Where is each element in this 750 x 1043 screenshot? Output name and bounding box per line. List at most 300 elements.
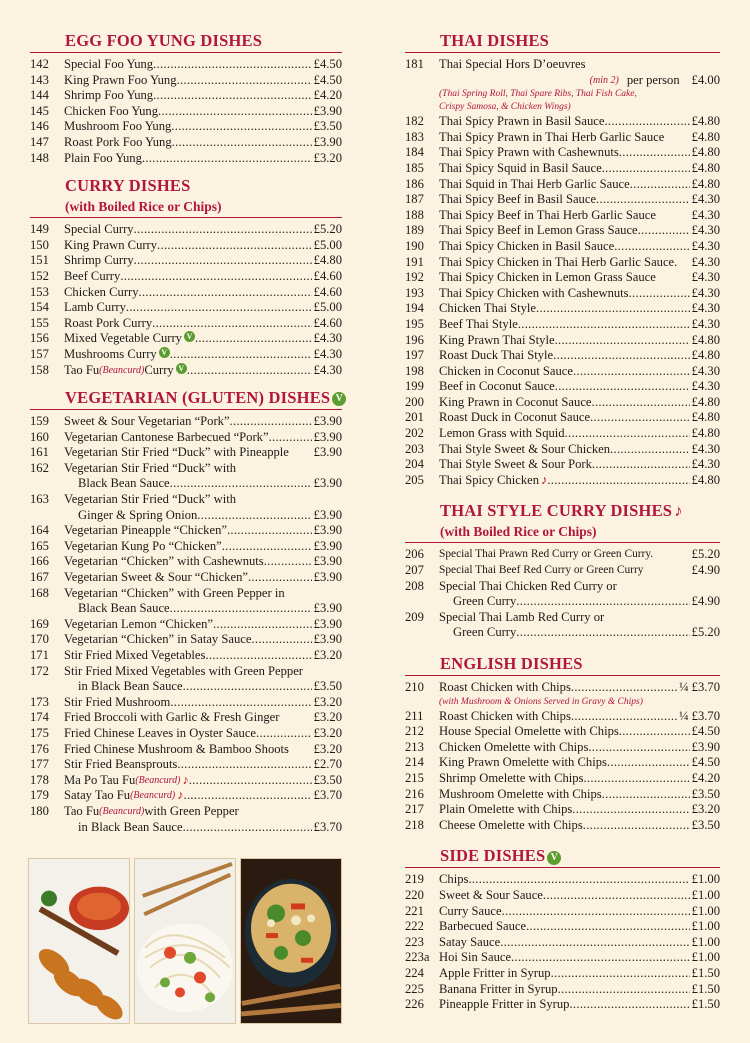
item-price: £4.80 — [691, 160, 720, 175]
item-name-text: Vegetarian “Chicken” with Cashewnuts — [64, 554, 264, 569]
item-price: £1.00 — [691, 919, 720, 934]
item-name-text: Roast Duck Thai Style — [439, 348, 554, 363]
menu-item — [405, 473, 720, 489]
menu-item — [30, 414, 342, 430]
item-number: 222 — [405, 919, 424, 934]
item-number: 145 — [30, 103, 49, 118]
item-price: £1.00 — [691, 950, 720, 965]
item-name-text: Chicken Curry — [64, 284, 139, 299]
item-number: 175 — [30, 725, 49, 740]
menu-item — [30, 269, 342, 285]
item-name-text: Thai Spicy Chicken — [439, 472, 540, 487]
spacer — [617, 579, 720, 595]
menu-item — [30, 73, 342, 89]
spacer — [643, 563, 689, 579]
menu-item-continued — [30, 820, 342, 836]
chili-icon: ♪ — [674, 501, 683, 521]
item-number: 168 — [30, 585, 49, 600]
leader-dots — [256, 726, 312, 742]
item-price: £3.90 — [313, 507, 342, 522]
item-name — [439, 364, 690, 380]
item-name — [64, 238, 312, 254]
item-number: 186 — [405, 176, 424, 191]
menu-item — [405, 317, 720, 333]
menu-item — [30, 316, 342, 332]
menu-item — [405, 114, 720, 130]
chili-icon: ♪ — [177, 788, 184, 803]
item-name — [64, 222, 312, 238]
item-number: 216 — [405, 786, 424, 801]
menu-item — [30, 119, 342, 135]
menu-item — [405, 364, 720, 380]
leader-dots — [177, 73, 312, 89]
item-price: £3.90 — [313, 476, 342, 491]
menu-item — [30, 300, 342, 316]
item-name-text: Ma Po Tau Fu — [64, 772, 136, 787]
item-price: £3.70 — [313, 819, 342, 834]
item-number: 203 — [405, 441, 424, 456]
section-title — [30, 387, 342, 410]
menu-item-continued — [405, 625, 720, 641]
section-subtitle: (with Boiled Rice or Chips) — [30, 197, 342, 218]
item-price: £3.20 — [313, 725, 342, 740]
item-note: (Beancurd) — [99, 805, 145, 817]
menu-item — [30, 586, 342, 602]
item-number: 217 — [405, 802, 424, 817]
item-price: £1.00 — [691, 903, 720, 918]
item-name-text: Stir Fried Mixed Vegetables with Green Pepper — [64, 663, 303, 678]
item-number: 170 — [30, 632, 49, 647]
menu-item — [405, 919, 720, 935]
item-name-text: Thai Spicy Beef in Basil Sauce — [439, 192, 597, 207]
item-name — [64, 508, 312, 524]
item-number: 187 — [405, 192, 424, 207]
item-name — [439, 872, 690, 888]
item-name-text: King Prawn Omelette with Chips — [439, 755, 607, 770]
item-number: 223a — [405, 950, 430, 965]
item-number: 155 — [30, 315, 49, 330]
item-price: £4.30 — [691, 223, 720, 238]
item-name — [439, 161, 690, 177]
leader-dots — [264, 554, 312, 570]
item-number: 165 — [30, 538, 49, 553]
item-number: 160 — [30, 429, 49, 444]
item-name — [64, 820, 312, 836]
spacer — [586, 57, 718, 73]
item-name-text: Stir Fried Mushroom — [64, 694, 171, 709]
section-title — [405, 500, 720, 522]
item-number: 173 — [30, 694, 49, 709]
item-name — [439, 997, 690, 1013]
leader-dots — [571, 709, 677, 725]
spacer — [656, 270, 690, 286]
item-number: 191 — [405, 254, 424, 269]
item-name-text: Green Curry — [453, 625, 517, 640]
menu-item — [405, 950, 720, 966]
item-name-text: Sweet & Sour Vegetarian “Pork” — [64, 414, 230, 429]
item-name — [64, 788, 312, 804]
menu-item — [30, 222, 342, 238]
item-price: £4.80 — [691, 472, 720, 487]
item-name — [439, 223, 690, 239]
leader-dots — [602, 787, 690, 803]
photo-stir-fry — [240, 858, 342, 1024]
item-name-text: Tao Fu — [64, 803, 100, 818]
spacer — [279, 710, 311, 726]
menu-item — [405, 192, 720, 208]
item-name-text: Banana Fritter in Syrup — [439, 981, 558, 996]
item-price: £5.20 — [313, 222, 342, 237]
item-number: 182 — [405, 114, 424, 129]
item-name — [439, 426, 690, 442]
item-number: 174 — [30, 710, 49, 725]
item-name-text: Mushroom Omelette with Chips — [439, 786, 602, 801]
item-number: 206 — [405, 547, 424, 562]
item-name — [439, 755, 690, 771]
menu-item — [30, 554, 342, 570]
item-number: 225 — [405, 981, 424, 996]
item-name-text: Thai Spicy Chicken in Thai Herb Garlic Sauce. — [439, 254, 678, 269]
item-price: £3.90 — [313, 538, 342, 553]
menu-item — [405, 982, 720, 998]
item-name-text: Thai Spicy Prawn in Basil Sauce — [439, 114, 605, 129]
section-title — [405, 653, 720, 676]
item-name-text: Special Thai Beef Red Curry or Green Curry — [439, 564, 644, 577]
item-name-text: Vegetarian Sweet & Sour “Chicken” — [64, 570, 248, 585]
item-price: £4.80 — [691, 114, 720, 129]
item-name — [439, 888, 690, 904]
item-price: £4.30 — [691, 441, 720, 456]
item-name-text: King Prawn in Coconut Sauce — [439, 394, 592, 409]
menu-item — [30, 570, 342, 586]
spacer — [303, 664, 342, 680]
leader-dots — [248, 570, 312, 586]
item-name-text: Roast Pork Foo Yung — [64, 134, 172, 149]
leader-dots — [227, 523, 312, 539]
section-title — [30, 175, 342, 197]
item-name-text: Vegetarian “Chicken” with Green Pepper in — [64, 585, 285, 600]
leader-dots — [511, 950, 690, 966]
leader-dots — [604, 114, 689, 130]
item-name-text: Thai Spicy Chicken in Lemon Grass Sauce — [439, 270, 656, 285]
item-number: 149 — [30, 222, 49, 237]
item-price: £4.30 — [313, 331, 342, 346]
section-title-text: ENGLISH DISHES — [440, 654, 583, 673]
item-number: 220 — [405, 887, 424, 902]
item-name — [64, 586, 342, 602]
item-price: £3.90 — [313, 414, 342, 429]
item-price: £3.20 — [691, 802, 720, 817]
item-name-text: Vegetarian Pineapple “Chicken” — [64, 523, 227, 538]
menu-item — [405, 301, 720, 317]
spacer — [677, 255, 689, 271]
item-name — [439, 410, 690, 426]
section-title-text: EGG FOO YUNG DISHES — [65, 31, 263, 50]
leader-dots — [468, 872, 689, 888]
vegetarian-icon: V — [184, 331, 195, 342]
vegetarian-icon: V — [159, 347, 170, 358]
item-price: £4.20 — [313, 88, 342, 103]
item-price: ¼ £3.70 — [679, 680, 720, 694]
leader-dots — [555, 379, 690, 395]
item-number: 226 — [405, 997, 424, 1012]
item-name — [439, 724, 690, 740]
item-name-text: Roast Chicken with Chips — [439, 708, 571, 723]
item-name — [439, 709, 677, 725]
item-number: 219 — [405, 872, 424, 887]
item-number: 193 — [405, 285, 424, 300]
item-name — [64, 757, 312, 773]
menu-item — [30, 710, 342, 726]
item-name — [64, 679, 312, 695]
item-name — [439, 787, 690, 803]
item-price: £5.00 — [313, 237, 342, 252]
item-price: £4.80 — [313, 253, 342, 268]
item-number: 153 — [30, 284, 49, 299]
menu-item — [405, 239, 720, 255]
item-price: £4.80 — [691, 129, 720, 144]
item-name-text: Vegetarian Stir Fried “Duck” with — [64, 460, 237, 475]
menu-item — [30, 773, 342, 789]
item-name — [64, 430, 312, 446]
leader-dots — [170, 695, 311, 711]
item-name — [64, 285, 312, 301]
leader-dots — [536, 301, 690, 317]
item-number: 184 — [405, 145, 424, 160]
menu-item — [405, 333, 720, 349]
item-name-text: Hoi Sin Sauce — [439, 950, 512, 965]
item-name — [439, 395, 690, 411]
item-price: £4.30 — [691, 363, 720, 378]
item-price: £1.00 — [691, 872, 720, 887]
spacer — [653, 547, 690, 563]
leader-dots — [213, 617, 312, 633]
item-name-text: Special Curry — [64, 222, 134, 237]
section-title-text: THAI STYLE CURRY DISHES — [440, 501, 673, 521]
item-name — [439, 594, 690, 610]
spacer — [289, 742, 312, 758]
menu-item — [30, 788, 342, 804]
item-price: £4.80 — [691, 426, 720, 441]
food-photos — [28, 858, 342, 1024]
leader-dots — [195, 331, 312, 347]
leader-dots — [588, 740, 689, 756]
vegetarian-icon: V — [547, 851, 561, 865]
spacer — [664, 130, 689, 146]
leader-dots — [142, 151, 312, 167]
item-name-text: Thai Style Sweet & Sour Pork — [439, 457, 592, 472]
item-note: (Beancurd) — [135, 774, 181, 786]
item-name — [439, 625, 690, 641]
leader-dots — [177, 757, 311, 773]
item-name — [64, 119, 312, 135]
menu-item — [30, 285, 342, 301]
item-name-text: Curry Sauce — [439, 903, 502, 918]
item-name-text: Thai Style Sweet & Sour Chicken — [439, 441, 611, 456]
menu-item — [405, 787, 720, 803]
menu-item — [30, 742, 342, 758]
item-name-text: Vegetarian Stir Fried “Duck” with Pineapple — [64, 445, 289, 460]
section-title-text: THAI DISHES — [440, 31, 550, 50]
menu-item — [30, 331, 342, 347]
menu-item — [30, 492, 342, 508]
item-price: £3.20 — [313, 648, 342, 662]
section-egg — [30, 30, 342, 166]
item-name — [64, 316, 312, 332]
item-name-text: Special Thai Lamb Red Curry or — [439, 609, 605, 624]
item-number: 181 — [405, 57, 424, 71]
item-price: £4.30 — [691, 270, 720, 285]
item-name — [64, 300, 312, 316]
item-name-text-2: Curry — [144, 362, 174, 377]
leader-dots — [158, 104, 312, 120]
menu-item — [405, 724, 720, 740]
menu-item — [30, 617, 342, 633]
item-name — [64, 135, 312, 151]
leader-dots — [197, 508, 311, 524]
item-name — [439, 457, 690, 473]
menu-item — [405, 771, 720, 787]
item-name — [439, 802, 690, 818]
menu-item — [405, 997, 720, 1013]
leader-dots — [230, 414, 312, 430]
item-name-text: Black Bean Sauce — [78, 601, 170, 616]
item-name — [64, 601, 312, 617]
item-price: £4.60 — [313, 268, 342, 283]
item-name — [64, 539, 312, 555]
leader-dots — [189, 773, 312, 789]
item-price: £4.60 — [313, 315, 342, 330]
item-price: £4.30 — [313, 362, 342, 377]
item-name — [439, 114, 690, 130]
item-description: Crispy Samosa, & Chicken Wings) — [439, 102, 571, 113]
item-price: £3.70 — [313, 788, 342, 803]
leader-dots — [629, 286, 690, 302]
item-number: 148 — [30, 150, 49, 165]
menu-item — [405, 208, 720, 224]
menu-item — [405, 442, 720, 458]
item-price: £4.80 — [691, 348, 720, 363]
vegetarian-icon: V — [176, 363, 187, 374]
item-description: (Thai Spring Roll, Thai Spare Ribs, Thai Fish Cake, — [439, 89, 637, 100]
item-number: 192 — [405, 270, 424, 285]
item-name — [64, 347, 312, 363]
leader-dots — [269, 430, 312, 446]
section-english — [405, 653, 720, 833]
leader-dots — [592, 395, 690, 411]
item-price: £4.80 — [691, 176, 720, 191]
item-name — [439, 966, 690, 982]
item-name — [439, 208, 690, 224]
item-note: (Beancurd) — [130, 790, 176, 802]
leader-dots — [153, 57, 312, 73]
item-name-text: Chips — [439, 872, 469, 887]
item-price: £3.90 — [313, 601, 342, 616]
item-name-text: in Black Bean Sauce — [78, 679, 183, 694]
item-price: £3.90 — [313, 616, 342, 631]
menu-item — [405, 755, 720, 771]
section-title-text: VEGETARIAN (GLUTEN) DISHES — [65, 388, 331, 408]
leader-dots — [602, 161, 690, 177]
item-number: 197 — [405, 348, 424, 363]
spacer — [236, 492, 342, 508]
leader-dots — [153, 88, 312, 104]
item-price: £4.20 — [691, 770, 720, 785]
leader-dots — [170, 476, 312, 492]
menu-item — [405, 57, 720, 73]
leader-dots — [516, 625, 689, 641]
item-name — [64, 363, 312, 379]
item-price: £4.30 — [691, 316, 720, 331]
item-price: £3.90 — [313, 445, 342, 460]
item-name — [439, 301, 690, 317]
item-price: £4.90 — [691, 563, 720, 578]
item-name-text: Beef Thai Style — [439, 316, 518, 331]
item-number: 144 — [30, 88, 49, 103]
item-number: 202 — [405, 426, 424, 441]
item-name — [64, 710, 312, 726]
menu-item — [30, 104, 342, 120]
item-name-text: King Prawn Foo Yung — [64, 72, 177, 87]
item-name — [439, 286, 690, 302]
item-name-text: Barbecued Sauce — [439, 919, 527, 934]
leader-dots — [569, 997, 689, 1013]
menu-item — [30, 430, 342, 446]
item-number: 180 — [30, 803, 49, 818]
item-name-text: Sweet & Sour Sauce — [439, 887, 543, 902]
menu-item — [405, 426, 720, 442]
leader-dots — [547, 473, 689, 489]
item-name — [64, 331, 312, 347]
item-description: (with Mushroom & Onions Served in Gravy & Chips) — [439, 696, 643, 707]
section-subtitle: (with Boiled Rice or Chips) — [405, 522, 720, 543]
item-price: £3.90 — [313, 134, 342, 149]
item-number: 213 — [405, 739, 424, 754]
item-number: 195 — [405, 316, 424, 331]
item-name — [64, 804, 342, 820]
item-name-text: Thai Spicy Squid in Basil Sauce — [439, 160, 602, 175]
menu-item — [30, 648, 342, 664]
item-name-text: Thai Spicy Prawn in Thai Herb Garlic Sauce — [439, 129, 665, 144]
item-number: 164 — [30, 523, 49, 538]
item-price-row — [405, 73, 720, 89]
item-name-text: Pineapple Fritter in Syrup — [439, 997, 570, 1012]
item-number: 210 — [405, 680, 424, 694]
minimum-order: (min 2) — [589, 74, 619, 86]
chili-icon: ♪ — [541, 472, 548, 487]
item-number: 151 — [30, 253, 49, 268]
item-name-text: Beef Curry — [64, 268, 121, 283]
item-price: £5.20 — [691, 547, 720, 562]
item-name — [439, 145, 690, 161]
item-name — [64, 617, 312, 633]
item-price: £2.70 — [313, 757, 342, 772]
item-name-text: Thai Spicy Beef in Thai Herb Garlic Sauce — [439, 207, 656, 222]
item-number: 224 — [405, 965, 424, 980]
section-title-text: CURRY DISHES — [65, 176, 191, 196]
menu-item — [30, 461, 342, 477]
leader-dots — [558, 982, 690, 998]
item-name — [64, 492, 342, 508]
section-title-text: SIDE DISHES — [440, 846, 546, 866]
item-name — [64, 664, 342, 680]
leader-dots — [610, 442, 690, 458]
item-name — [439, 579, 720, 595]
menu-item — [405, 935, 720, 951]
item-number: 158 — [30, 362, 49, 377]
item-name — [439, 473, 690, 489]
item-note: (Beancurd) — [99, 364, 145, 376]
